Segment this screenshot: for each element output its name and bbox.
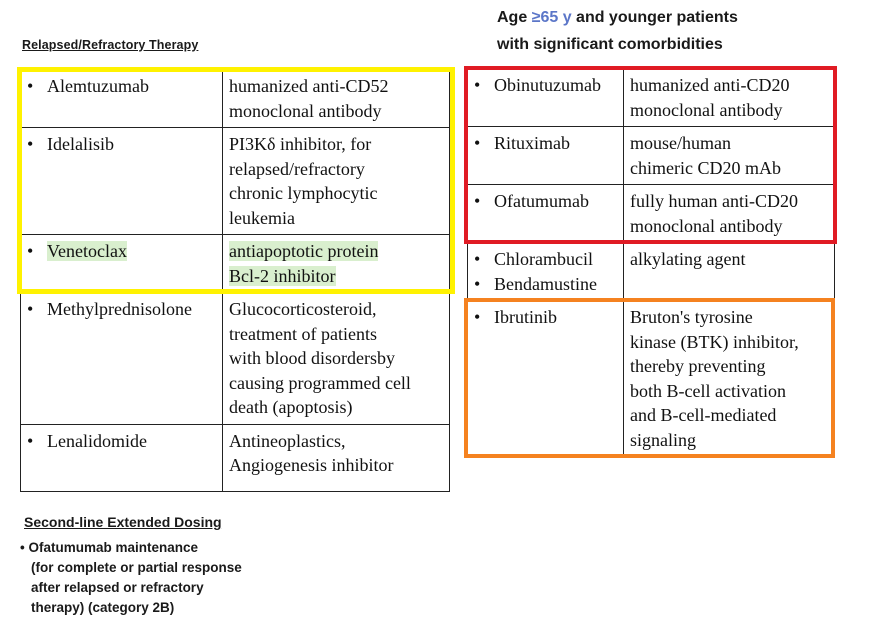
drug-name: Lenalidomide — [47, 430, 147, 451]
description-line: thereby preventing — [630, 356, 766, 376]
bullet: • — [474, 133, 481, 153]
drug-name: Chlorambucil — [494, 249, 593, 269]
drug-cell — [21, 293, 223, 425]
bullet: • — [27, 299, 34, 319]
description-line: monoclonal antibody — [630, 215, 783, 236]
table-row — [468, 127, 835, 185]
extended-line: therapy) (category 2B) — [31, 600, 175, 615]
description-line: Glucocorticosteroid, — [229, 299, 377, 319]
age-heading-line-1 — [497, 4, 738, 31]
drug-name: Rituximab — [494, 133, 570, 153]
table-row — [21, 128, 450, 235]
table-row — [468, 185, 835, 243]
relapsed-therapy-table — [20, 69, 450, 492]
description-cell — [624, 127, 835, 185]
description-line-highlighted: antiapoptotic protein — [229, 241, 379, 261]
table-row — [468, 243, 835, 301]
description-line: both B-cell activation — [630, 380, 786, 401]
extended-line: • Ofatumumab maintenance — [20, 540, 199, 555]
description-line: Bruton's tyrosine — [630, 307, 753, 327]
description-line: humanized anti-CD52 — [229, 76, 389, 96]
table-row — [21, 235, 450, 293]
description-line: humanized anti-CD20 — [630, 75, 790, 95]
description-cell — [624, 185, 835, 243]
drug-cell — [21, 235, 223, 293]
bullet: • — [474, 75, 481, 95]
drug-name: Ibrutinib — [494, 307, 557, 327]
age-heading-line-2: with significant comorbidities — [497, 36, 723, 53]
description-line: relapsed/refractory — [229, 158, 365, 179]
drug-name: Bendamustine — [494, 273, 597, 294]
bullet: • — [474, 273, 481, 294]
extended-line: after relapsed or refractory — [31, 580, 204, 595]
description-cell — [223, 293, 450, 425]
bullet: • — [27, 76, 34, 96]
description-cell — [223, 235, 450, 293]
description-cell — [223, 70, 450, 128]
drug-name: Alemtuzumab — [47, 76, 149, 96]
description-line: leukemia — [229, 207, 295, 228]
drug-cell — [468, 243, 624, 301]
description-line: mouse/human — [630, 133, 731, 153]
drug-name: Idelalisib — [47, 134, 114, 154]
age-heading-text: Age — [497, 9, 532, 26]
description-line: chimeric CD20 mAb — [630, 157, 781, 178]
description-line: treatment of patients — [229, 323, 377, 344]
description-line: alkylating agent — [630, 249, 746, 269]
bullet: • — [27, 134, 34, 154]
bullet: • — [474, 249, 481, 269]
extended-dosing-text — [20, 538, 242, 618]
drug-cell — [468, 127, 624, 185]
bullet: • — [474, 307, 481, 327]
older-patients-table — [467, 68, 835, 457]
description-line: Antineoplastics, — [229, 430, 346, 451]
drug-cell — [468, 69, 624, 127]
extended-dosing-heading: Second-line Extended Dosing — [24, 514, 222, 530]
description-line: with blood disordersby — [229, 348, 395, 368]
description-line: monoclonal antibody — [630, 99, 783, 120]
relapsed-refractory-heading: Relapsed/Refractory Therapy — [22, 38, 199, 52]
description-line: signaling — [630, 429, 696, 450]
drug-cell — [468, 301, 624, 457]
description-cell — [624, 243, 835, 301]
description-line: causing programmed cell — [229, 372, 411, 393]
description-cell — [624, 301, 835, 457]
drug-name: Obinutuzumab — [494, 75, 601, 95]
drug-cell — [468, 185, 624, 243]
description-line: fully human anti-CD20 — [630, 191, 798, 211]
bullet: • — [474, 191, 481, 211]
description-line: and B-cell-mediated — [630, 405, 777, 425]
table-row — [468, 69, 835, 127]
description-line: PI3Kδ inhibitor, for — [229, 134, 372, 154]
age-threshold: ≥65 y — [531, 9, 572, 26]
drug-name-highlighted: Venetoclax — [47, 241, 127, 261]
drug-name: Ofatumumab — [494, 191, 589, 211]
age-comorbidities-heading — [497, 4, 738, 58]
bullet: • — [27, 241, 34, 261]
drug-cell — [21, 128, 223, 235]
table-row — [21, 424, 450, 491]
table-row — [468, 301, 835, 457]
description-cell — [624, 69, 835, 127]
drug-name: Methylprednisolone — [47, 299, 192, 319]
extended-line: (for complete or partial response — [31, 560, 242, 575]
description-line: chronic lymphocytic — [229, 183, 378, 203]
drug-cell — [21, 70, 223, 128]
description-line: death (apoptosis) — [229, 397, 353, 417]
table-row — [21, 70, 450, 128]
drug-cell — [21, 424, 223, 491]
description-line-highlighted: Bcl-2 inhibitor — [229, 265, 336, 286]
description-cell — [223, 424, 450, 491]
description-line: kinase (BTK) inhibitor, — [630, 331, 799, 352]
bullet: • — [27, 430, 34, 451]
description-cell — [223, 128, 450, 235]
description-line: Angiogenesis inhibitor — [229, 455, 394, 475]
description-line: monoclonal antibody — [229, 100, 382, 121]
table-row — [21, 293, 450, 425]
age-heading-text-cont: and younger patients — [571, 9, 738, 26]
